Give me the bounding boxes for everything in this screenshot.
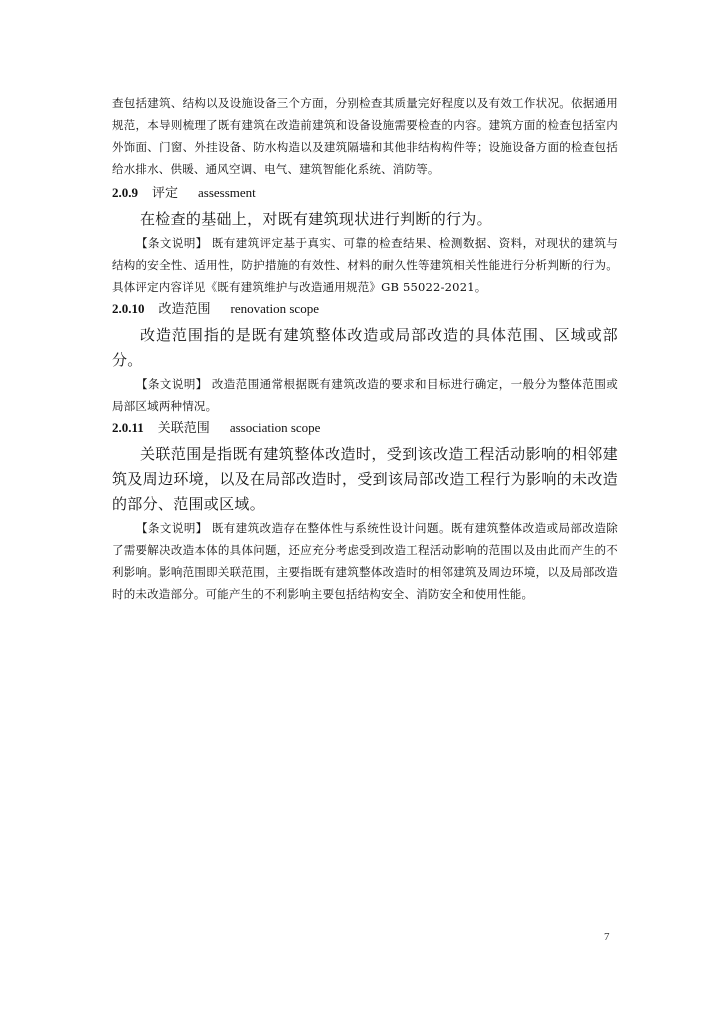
term-english: renovation scope bbox=[230, 301, 319, 316]
term-heading-2-0-9 bbox=[112, 182, 618, 205]
page-number: 7 bbox=[604, 931, 610, 943]
intro-paragraph: 查包括建筑、结构以及设施设备三个方面，分别检查其质量完好程度以及有效工作状况。依据通用规范，本导则梳理了既有建筑在改造前建筑和设备设施需要检查的内容。建筑方面的检查包括室内外饰面、门窗、外挂设备、防水构造以及建筑隔墙和其他非结构构件等；设施设备方面的检查包括给水排水、供暖、通风空调、电气、建筑智能化系统、消防等。 bbox=[112, 96, 618, 176]
term-number: 2.0.10 bbox=[112, 301, 145, 316]
term-heading-2-0-10 bbox=[112, 298, 618, 321]
term-definition: 在检查的基础上，对既有建筑现状进行判断的行为。 bbox=[140, 210, 492, 228]
term-heading-2-0-11 bbox=[112, 417, 618, 440]
term-explanation: 【条文说明】 改造范围通常根据既有建筑改造的要求和目标进行确定，一般分为整体范围或局部区域两种情况。 bbox=[112, 377, 618, 413]
term-definition: 改造范围指的是既有建筑整体改造或局部改造的具体范围、区域或部分。 bbox=[112, 326, 618, 369]
term-chinese: 改造范围 bbox=[158, 302, 211, 317]
term-english: association scope bbox=[229, 420, 321, 435]
term-number: 2.0.9 bbox=[112, 185, 138, 200]
term-definition: 关联范围是指既有建筑整体改造时，受到该改造工程活动影响的相邻建筑及周边环境，以及在局部改造时，受到该局部改造工程行为影响的未改造的部分、范围或区域。 bbox=[112, 445, 618, 513]
page-content bbox=[112, 92, 618, 605]
term-number: 2.0.11 bbox=[112, 420, 144, 435]
term-chinese: 评定 bbox=[152, 186, 179, 201]
term-explanation: 【条文说明】 既有建筑评定基于真实、可靠的检查结果、检测数据、资料，对现状的建筑与结构的安全性、适用性，防护措施的有效性、材料的耐久性等建筑相关性能进行分析判断的行为。具体评定内容详见《既有建筑维护与改造通用规范》GB 55022-2021。 bbox=[112, 236, 618, 294]
term-explanation: 【条文说明】 既有建筑改造存在整体性与系统性设计问题。既有建筑整体改造或局部改造除了需要解决改造本体的具体问题，还应充分考虑受到改造工程活动影响的范围以及由此而产生的不利影响。影响范围即关联范围，主要指既有建筑整体改造时的相邻建筑及周边环境，以及局部改造时的未改造部分。可能产生的不利影响主要包括结构安全、消防安全和使用性能。 bbox=[112, 521, 618, 601]
term-english: assessment bbox=[198, 185, 256, 200]
term-chinese: 关联范围 bbox=[157, 421, 210, 436]
